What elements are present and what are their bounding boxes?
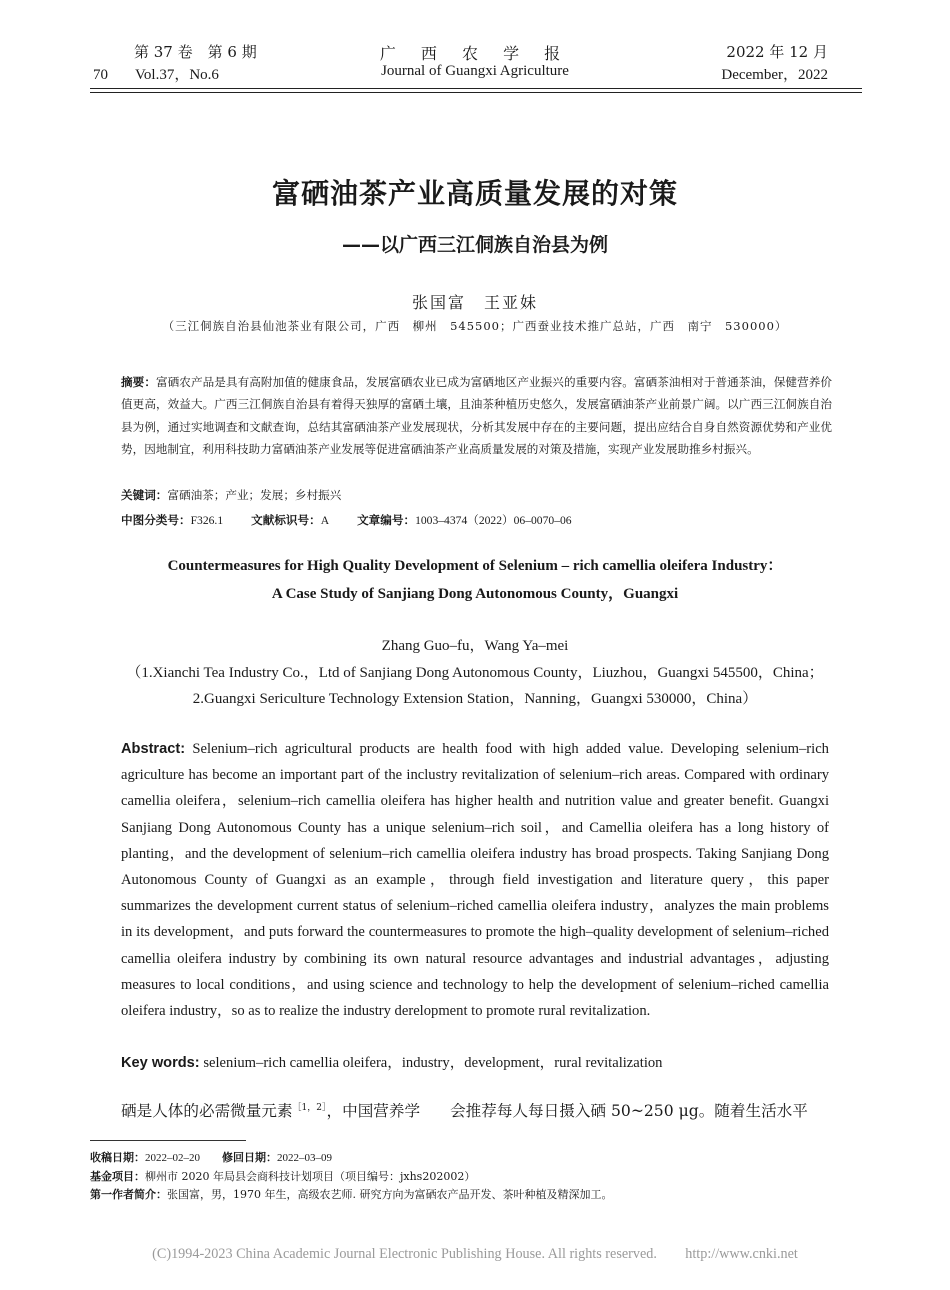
keywords-en-text: selenium–rich camellia oleifera，industry，development，rural revitalization: [203, 1055, 663, 1071]
fund-value: 柳州市 2020 年局县会商科技计划项目（项目编号：jxhs202002）: [145, 1170, 476, 1183]
paper-title-en-line1: Countermeasures for High Quality Development of Selenium – rich camellia oleifera Industry：: [167, 558, 783, 574]
body-part2: ，中国营养学: [326, 1102, 421, 1120]
article-number-label: 文章编号：: [357, 513, 416, 527]
revised-label: 修回日期：: [222, 1151, 277, 1164]
body-first-line: [121, 1099, 863, 1121]
header-volume-cn: 第 37 卷 第 6 期: [134, 43, 257, 61]
footnote-dates: [90, 1149, 332, 1165]
revised-value: 2022–03–09: [277, 1152, 332, 1164]
header-journal-cn: 广 西 农 学 报: [379, 44, 571, 63]
abstract-cn-label: 摘要：: [121, 375, 156, 389]
abstract-cn-text: 富硒农产品是具有高附加值的健康食品，发展富硒农业已成为富硒地区产业振兴的重要内容。富硒茶油相对于普通茶油，保健营养价值更高，效益大。广西三江侗族自治县有着得天独厚的富硒土壤，且油茶种植历史悠久，发展富硒油茶产业前景广阔。以广西三江侗族自治县为例，通过实地调查和文献查询，总结其富硒油茶产业发展现状，分析其发展中存在的主要问题，提出应结合自身自然资源优势和产业优势，因地制宜，利用科技助力富硒油茶产业发展等促进富硒油茶产业高质量发展的对策及措施，实现产业发展助推乡村振兴。: [121, 375, 832, 456]
author-bio-label: 第一作者简介：: [90, 1188, 167, 1201]
body-part3: 会推荐每人每日摄入硒 50~250 μg。随着生活水平: [450, 1102, 808, 1120]
classification-line: [121, 512, 572, 528]
footnote-rule: [90, 1140, 246, 1141]
doc-code-label: 文献标识号：: [251, 513, 321, 527]
keywords-en-label: Key words:: [121, 1055, 200, 1071]
authors-en: Zhang Guo–fu，Wang Ya–mei: [381, 638, 569, 654]
fund-label: 基金项目：: [90, 1170, 145, 1183]
cnki-watermark: (C)1994-2023 China Academic Journal Electronic Publishing House. All rights reserved. http://www.cnki.net: [152, 1246, 798, 1262]
keywords-cn-label: 关键词：: [121, 488, 168, 502]
paper-title-cn: 富硒油茶产业高质量发展的对策: [271, 177, 678, 210]
abstract-cn: [121, 371, 832, 460]
received-label: 收稿日期：: [90, 1151, 145, 1164]
keywords-cn: [121, 487, 341, 503]
footnote-fund: [90, 1168, 475, 1184]
header-rule-thin: [90, 92, 862, 93]
abstract-en-text: Selenium–rich agricultural products are health food with high added value. Developing selenium–rich agriculture has become an important part of the inclustry revitalization of selenium–rich areas. Compared with ordinary camellia oleifera，selenium–rich camellia oleifera has higher health and nutrition value and greater benefit. Guangxi Sanjiang Dong Autonomous County has a unique selenium–rich soil，and Camellia oleifera has a long history of planting，and the development of selenium–rich camellia oleifera industry has broad prospects. Taking Sanjiang Dong Autonomous County of Guangxi as an example，through field investigation and literature query，this paper summarizes the development current status of selenium–riched camellia oleifera industry，analyzes the main problems in its development，and puts forward the countermeasures to promote the high–quality development of selenium–riched camellia oleifera industry by combining its own natural resource advantages and industrial advantages，adjusting measures to local conditions，and using science and technology to help the development of selenium–riched camellia oleifera industry，so as to realize the industry derelopment to promote rural revitalization.: [121, 741, 829, 1020]
footnote-author: [90, 1186, 612, 1202]
abstract-en-label: Abstract:: [121, 741, 186, 757]
header-volume-en: Vol.37，No.6: [135, 67, 219, 83]
header-journal-en: Journal of Guangxi Agriculture: [381, 63, 569, 79]
paper-title-en-line2: A Case Study of Sanjiang Dong Autonomous County，Guangxi: [271, 586, 679, 602]
header-date-cn: 2022 年 12 月: [726, 43, 828, 61]
doc-code-value: A: [320, 514, 330, 527]
affiliation-cn: （三江侗族自治县仙池茶业有限公司，广西 柳州 545500；广西蚕业技术推广总站，广西 南宁 530000）: [162, 319, 788, 333]
author-bio-value: 张国富，男，1970 年生，高级农艺师. 研究方向为富硒农产品开发、茶叶种植及精深加工。: [167, 1188, 613, 1201]
abstract-en: [121, 736, 829, 1024]
clc-label: 中图分类号：: [121, 513, 191, 527]
page-number: 70: [93, 67, 108, 83]
keywords-en: [121, 1051, 662, 1072]
header-rule-thick: [90, 88, 862, 89]
clc-value: F326.1: [190, 514, 224, 527]
body-part1: 硒是人体的必需微量元素: [121, 1102, 293, 1120]
authors-cn: 张国富 王亚妹: [411, 293, 538, 312]
article-number-value: 1003–4374（2022）06–0070–06: [415, 514, 572, 527]
citation-ref: ［1，2］: [292, 1103, 327, 1113]
keywords-cn-text: 富硒油茶；产业；发展；乡村振兴: [167, 488, 342, 502]
received-value: 2022–02–20: [145, 1152, 200, 1164]
affiliation-en-line2: 2.Guangxi Sericulture Technology Extension Station，Nanning，Guangxi 530000，China）: [192, 691, 758, 707]
header-date-en: December，2022: [721, 67, 828, 83]
paper-subtitle-cn: ——以广西三江侗族自治县为例: [341, 234, 608, 256]
affiliation-en-line1: （1.Xianchi Tea Industry Co.，Ltd of Sanjiang Dong Autonomous County，Liuzhou，Guangxi 545500，China；: [126, 665, 824, 681]
